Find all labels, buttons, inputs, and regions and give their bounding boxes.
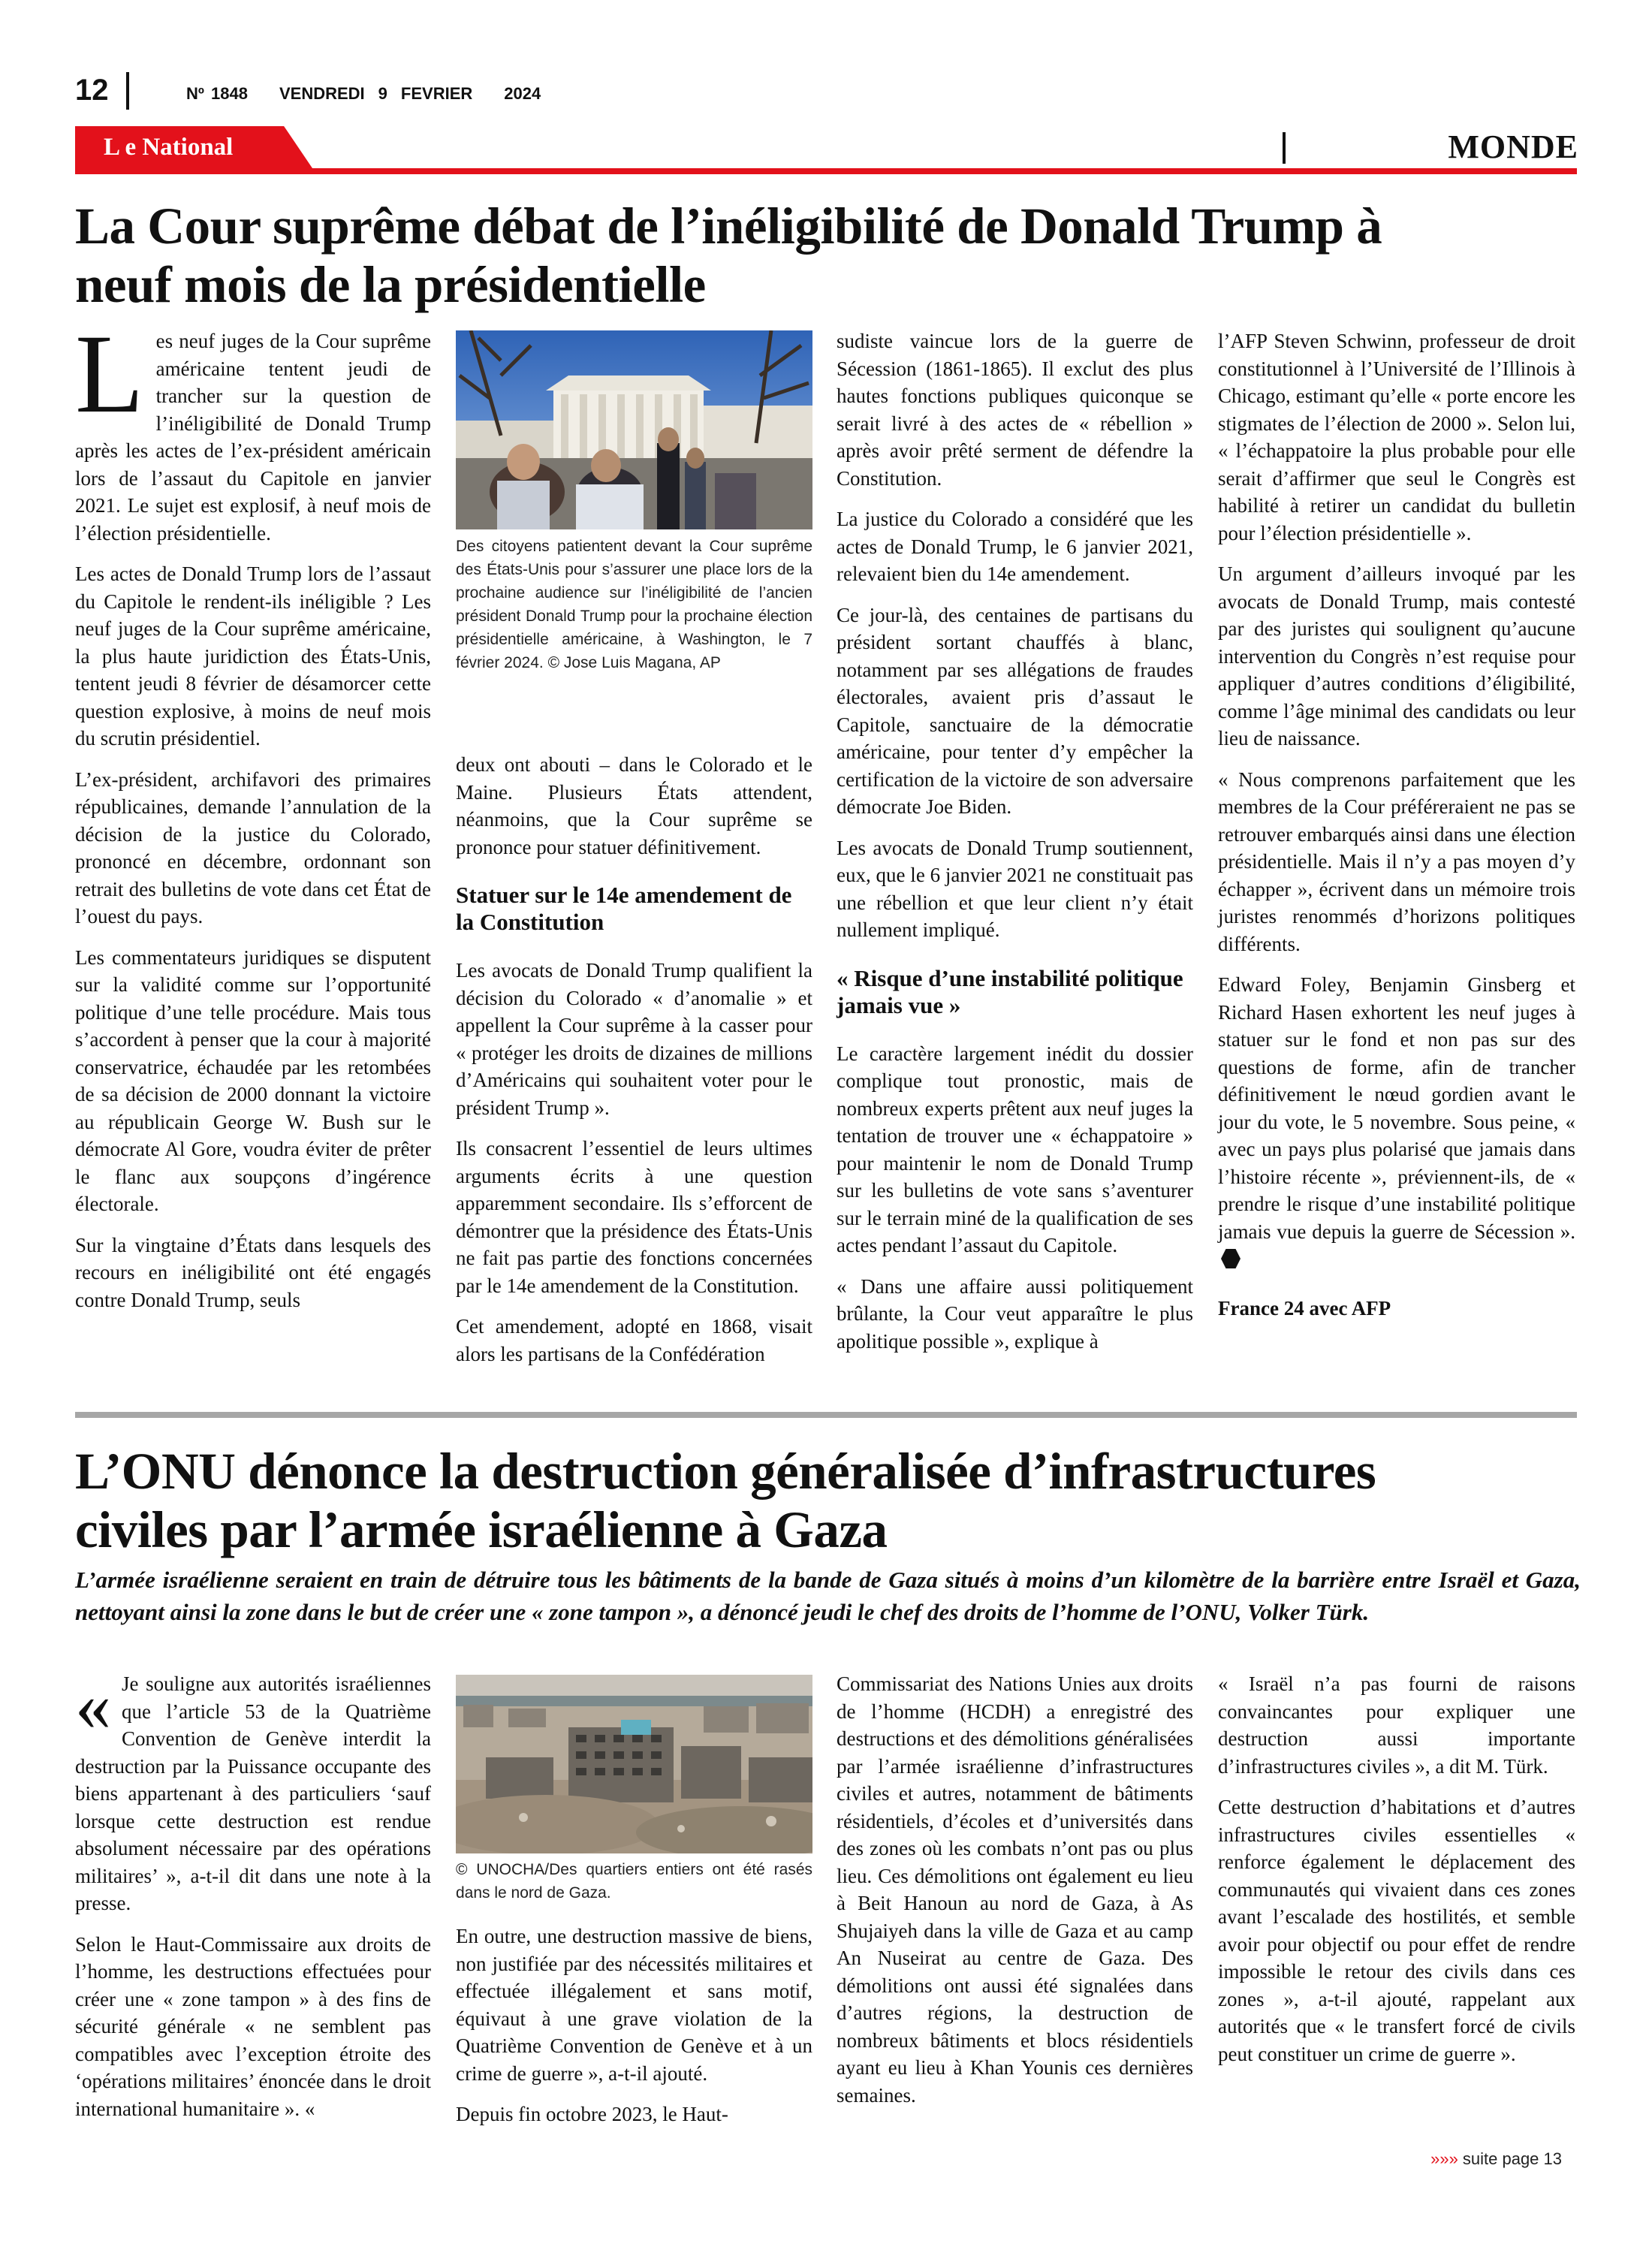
article1-headline-line2: neuf mois de la présidentielle bbox=[75, 256, 706, 313]
brand-name: L e National bbox=[104, 134, 234, 161]
article2-column-4 bbox=[1218, 1670, 1575, 2081]
article-separator bbox=[75, 1412, 1577, 1418]
article2-column-3 bbox=[837, 1670, 1193, 2122]
issue-year: 2024 bbox=[504, 84, 541, 103]
article2-column-2 bbox=[456, 1923, 812, 2142]
article2-paragraph: Depuis fin octobre 2023, le Haut- bbox=[456, 2103, 728, 2125]
gaza-photo-caption: © UNOCHA/Des quartiers entiers ont été rasés dans le nord de Gaza. bbox=[456, 1861, 812, 1902]
quote-mark: « bbox=[75, 1665, 111, 1745]
article1-headline bbox=[75, 197, 1584, 314]
article2-column-1 bbox=[75, 1665, 431, 2136]
article1-paragraph: Ils consacrent l’essentiel de leurs ultimes arguments écrits à une question apparemment secondaire. Ils s’efforcent de démontrer que la présidence des États-Unis ne fait pas partie des fonctions concernées par le 14e amendement de la Constitution. bbox=[456, 1137, 812, 1297]
section-divider bbox=[1283, 132, 1286, 164]
article1-paragraph: Ce jour-là, des centaines de partisans du président sortant chauffés à blanc, notamment par ses allégations de fraudes électorales, avaient pris d’assaut le Capitole, sanctuaire de la démocratie américaine, pour tenter d’y empêcher la certification de la victoire de son adversaire démocrate Joe Biden. bbox=[837, 603, 1193, 818]
article1-subhead: Statuer sur le 14e amendement de la Constitution bbox=[456, 882, 792, 935]
article1-paragraph: es neuf juges de la Cour suprême américaine tentent jeudi de trancher sur la question de l’inéligibilité de Donald Trump après les actes de l’ex-président américain lors de l’assaut du Capitole en janvier 2021. Le sujet est explosif, à neuf mois de l’élection présidentielle. bbox=[75, 330, 431, 544]
continuation-link[interactable] bbox=[1430, 2149, 1562, 2169]
article1-paragraph: Les avocats de Donald Trump soutiennent, eux, que le 6 janvier 2021 ne constituait pas une rébellion et que leur client n’y était nullement impliqué. bbox=[837, 836, 1193, 941]
article1-paragraph: Les actes de Donald Trump lors de l’assaut du Capitole le rendent-ils inéligible ? Les neuf juges de la Cour suprême américaine, la plus haute juridiction des États-Unis, tentent jeudi 8 février de désamorcer cette question explosive, à moins de neuf mois du scrutin présidentiel. bbox=[75, 562, 431, 749]
article1-paragraph: Sur la vingtaine d’États dans lesquels des recours en inéligibilité ont été engagés contre Donald Trump, seuls bbox=[75, 1233, 431, 1311]
section-name: MONDE bbox=[1448, 128, 1578, 165]
article1-paragraph: L’ex-président, archifavori des primaires républicaines, demande l’annulation de la décision de la justice du Colorado, prononcé en décembre, ordonnant son retrait des bulletins de vote dans cet État de l’ouest du pays. bbox=[75, 768, 431, 927]
article2-paragraph: « Israël n’a pas fourni de raisons convaincantes pour expliquer une destruction aussi importante d’infrastructures civiles », a dit M. Türk. bbox=[1218, 1672, 1575, 1778]
article1-paragraph: La justice du Colorado a considéré que les actes de Donald Trump, le 6 janvier 2021, relevaient bien du 14e amendement. bbox=[837, 508, 1193, 585]
article2-headline bbox=[75, 1442, 1584, 1559]
issue-day: 9 bbox=[378, 84, 387, 103]
article1-column-4 bbox=[1218, 327, 1575, 1335]
article2-paragraph: Je souligne aux autorités israéliennes que l’article 53 de la Quatrième Convention de Genève interdit la destruction par la Puissance occupante des biens appartenant à des particuliers ‘sauf lorsque cette destruction est rendue absolument nécessaire par des opérations militaires’ », a-t-il dit dans une note à la presse. bbox=[75, 1672, 431, 1914]
continuation-arrows-icon: »»» bbox=[1430, 2149, 1458, 2168]
article2-paragraph: Commissariat des Nations Unies aux droits de l’homme (HCDH) a enregistré des destructions et des démolitions généralisées par l’armée israélienne d’infrastructures civiles et autres, notamment de bâtiments résidentiels, d’écoles et d’universités dans des zones où les combats n’ont pas ou plus lieu. Ces démolitions ont également eu lieu à Beit Hanoun au nord de Gaza, à As Shujaiyeh dans la ville de Gaza et au camp An Nuseirat au centre de Gaza. Des démolitions ont aussi été signalées dans d’autres régions, la destruction de nombreux bâtiments et blocs résidentiels ayant eu lieu à Khan Younis ces dernières semaines. bbox=[837, 1672, 1193, 2107]
article1-paragraph: l’AFP Steven Schwinn, professeur de droit constitutionnel à l’Université de l’Illinois à Chicago, estimant qu’elle « porte encore les stigmates de l’élection de 2000 ». Selon lui, « l’échappatoire la plus probable pour elle serait d’affirmer que seul le Congrès est habilité à retirer un candidat du bulletin pour l’élection présidentielle ». bbox=[1218, 330, 1575, 544]
end-of-article-icon bbox=[1221, 1249, 1241, 1268]
gaza-destruction-photo bbox=[456, 1675, 812, 1853]
article2-headline-line2: civiles par l’armée israélienne à Gaza bbox=[75, 1501, 888, 1558]
article1-subhead: « Risque d’une instabilité politique jamais vue » bbox=[837, 964, 1183, 1018]
article1-paragraph: « Dans une affaire aussi politiquement brûlante, la Cour veut apparaître le plus apolitique possible », explique à bbox=[837, 1274, 1193, 1353]
page-number-divider bbox=[126, 72, 129, 110]
header-rule bbox=[75, 168, 1577, 174]
article2-paragraph: Selon le Haut-Commissaire aux droits de l’homme, les destructions effectuées pour créer une « zone tampon » à des fins de sécurité générale « ne semblent pas compatibles avec l’exception étroite des ‘opérations militaires’ énoncée dans le droit international humanitaire ». « bbox=[75, 1932, 431, 2120]
article1-paragraph: Cet amendement, adopté en 1868, visait alors les partisans de la Confédération bbox=[456, 1315, 812, 1365]
issue-month: FEVRIER bbox=[400, 84, 473, 103]
article1-paragraph: « Nous comprenons parfaitement que les membres de la Cour préféreraient ne pas se retrouver embarqués ainsi dans une élection présidentielle. Mais il n’y a pas moyen d’y échapper », écrivent dans un mémoire trois juristes renommés d’horizons politiques différents. bbox=[1218, 768, 1575, 955]
article1-column-3 bbox=[837, 327, 1193, 1368]
supreme-court-photo bbox=[456, 330, 812, 529]
issue-number: Nº 1848 bbox=[186, 84, 248, 103]
article1-paragraph: deux ont abouti – dans le Colorado et le Maine. Plusieurs États attendent, néanmoins, que la Cour suprême se prononce pour statuer définitivement. bbox=[456, 753, 812, 858]
article1-paragraph: sudiste vaincue lors de la guerre de Sécession (1861-1865). Il exclut des plus hautes fonctions publiques quiconque se serait livré à des actes de « rébellion » après avoir prêté serment de défendre la Constitution. bbox=[837, 330, 1193, 490]
article2-deck: L’armée israélienne seraient en train de détruire tous les bâtiments de la bande de Gaza situés à moins d’un kilomètre de la barrière entre Israël et Gaza, nettoyant ainsi la zone dans le but de créer une « zone tampon », a dénoncé jeudi le chef des droits de l’homme de l’ONU, Volker Türk. bbox=[75, 1567, 1581, 1625]
article2-headline-line1: L’ONU dénonce la destruction généralisée d’infrastructures bbox=[75, 1443, 1376, 1500]
article2-paragraph: Cette destruction d’habitations et d’autres infrastructures civiles essentielles « renforce également le déplacement des communautés qui vivaient dans ces zones avant l’escalade des hostilités, et semble avoir pour objectif ou pour effet de rendre impossible le retour des civils dans ces zones », a-t-il ajouté, rappelant aux autorités que « le transfert forcé de civils peut constituer un crime de guerre ». bbox=[1218, 1796, 1575, 2065]
article1-column-1 bbox=[75, 312, 431, 1327]
article1-paragraph: Les commentateurs juridiques se disputent sur la validité comme sur l’opportunité politique d’une telle procédure. Mais tous s’accordent à penser que la cour à majorité conservatrice, échaudée par les retombées de sa décision de 2000 donnant la victoire au républicain George W. Bush sur le démocrate Al Gore, voudra éviter de prêter le flanc aux soupçons d’ingérence électorale. bbox=[75, 946, 431, 1215]
issue-meta bbox=[186, 84, 572, 104]
article1-paragraph: Le caractère largement inédit du dossier complique tout pronostic, mais de nombreux experts prêtent aux neuf juges la tentation de trouver une « échappatoire » pour maintenir le nom de Donald Trump sur les bulletins de vote sans s’aventurer sur le terrain miné de la qualification de ses actes pendant l’assaut du Capitole. bbox=[837, 1042, 1193, 1256]
page-number: 12 bbox=[75, 74, 109, 107]
issue-weekday: VENDREDI bbox=[279, 84, 365, 103]
article1-byline: France 24 avec AFP bbox=[1218, 1296, 1391, 1320]
dropcap: L bbox=[75, 312, 144, 436]
article1-paragraph: Un argument d’ailleurs invoqué par les avocats de Donald Trump, mais contesté par des juristes qui soulignent qu’aucune intervention du Congrès n’est requise pour appliquer d’autres conditions d’éligibilité, comme l’âge minimal des candidats ou leur lieu de naissance. bbox=[1218, 562, 1575, 749]
article1-column-2 bbox=[456, 751, 812, 1381]
article1-paragraph: Les avocats de Donald Trump qualifient la décision du Colorado « d’anomalie » et appellent la Cour suprême à la casser pour « protéger les droits de dizaines de millions d’Américains qui souhaitent voter pour le président Trump ». bbox=[456, 959, 812, 1119]
supreme-court-photo-caption: Des citoyens patientent devant la Cour suprême des États-Unis pour s’assurer une place lors de la prochaine audience sur l’inéligibilité de l’ancien président Donald Trump pour la prochaine élection présidentielle américaine, à Washington, le 7 février 2024. © Jose Luis Magana, AP bbox=[456, 538, 812, 671]
article1-paragraph: Edward Foley, Benjamin Ginsberg et Richard Hasen exhortent les neuf juges à statuer sur le fond et non pas sur des questions de forme, afin de trancher définitivement le nœud gordien avant le jour du vote, le 5 novembre. Sous peine, « avec un pays plus polarisé que jamais dans l’histoire récente », préviennent-ils, de « prendre le risque d’une instabilité politique jamais vue depuis la guerre de Sécession ». bbox=[1218, 973, 1575, 1243]
continuation-text: suite page 13 bbox=[1462, 2149, 1562, 2168]
article2-paragraph: En outre, une destruction massive de biens, non justifiée par des nécessités militaires et effectuée illégalement et sans motif, équivaut à une grave violation de la Quatrième Convention de Genève et à un crime de guerre », a-t-il ajouté. bbox=[456, 1925, 812, 2085]
article1-headline-line1: La Cour suprême débat de l’inéligibilité de Donald Trump à bbox=[75, 198, 1382, 255]
